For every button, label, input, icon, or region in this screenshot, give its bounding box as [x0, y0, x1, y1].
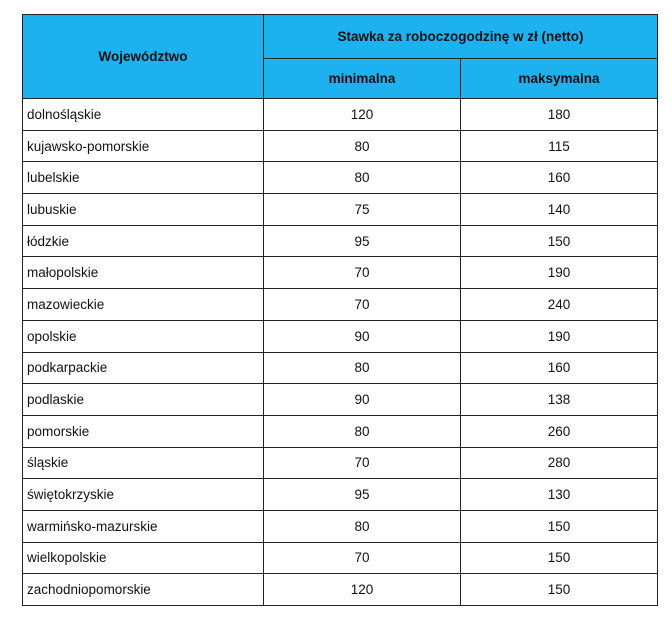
table-row	[23, 289, 658, 321]
cell-region: śląskie	[23, 447, 264, 479]
header-max: maksymalna	[461, 59, 658, 99]
cell-max: 150	[461, 574, 658, 606]
cell-region: pomorskie	[23, 415, 264, 447]
cell-min: 70	[264, 542, 461, 574]
cell-min: 90	[264, 320, 461, 352]
cell-region: opolskie	[23, 320, 264, 352]
table-row	[23, 194, 658, 226]
cell-min: 80	[264, 130, 461, 162]
cell-min: 80	[264, 352, 461, 384]
cell-max: 150	[461, 225, 658, 257]
table-row	[23, 415, 658, 447]
cell-min: 70	[264, 447, 461, 479]
cell-max: 260	[461, 415, 658, 447]
cell-region: łódzkie	[23, 225, 264, 257]
cell-max: 160	[461, 352, 658, 384]
cell-region: warmińsko-mazurskie	[23, 510, 264, 542]
cell-min: 90	[264, 384, 461, 416]
table-row	[23, 479, 658, 511]
cell-min: 95	[264, 479, 461, 511]
table-row	[23, 162, 658, 194]
cell-max: 140	[461, 194, 658, 226]
table-row	[23, 225, 658, 257]
table-row	[23, 447, 658, 479]
cell-region: świętokrzyskie	[23, 479, 264, 511]
table-row	[23, 542, 658, 574]
cell-max: 280	[461, 447, 658, 479]
cell-max: 150	[461, 542, 658, 574]
cell-region: podlaskie	[23, 384, 264, 416]
cell-region: wielkopolskie	[23, 542, 264, 574]
cell-min: 70	[264, 257, 461, 289]
header-region: Województwo	[23, 15, 264, 99]
cell-max: 180	[461, 99, 658, 131]
cell-max: 240	[461, 289, 658, 321]
cell-region: zachodniopomorskie	[23, 574, 264, 606]
cell-region: lubuskie	[23, 194, 264, 226]
header-min: minimalna	[264, 59, 461, 99]
cell-region: małopolskie	[23, 257, 264, 289]
cell-region: kujawsko-pomorskie	[23, 130, 264, 162]
cell-min: 120	[264, 574, 461, 606]
cell-region: mazowieckie	[23, 289, 264, 321]
cell-max: 190	[461, 257, 658, 289]
cell-min: 80	[264, 162, 461, 194]
table-row	[23, 352, 658, 384]
cell-max: 138	[461, 384, 658, 416]
cell-region: lubelskie	[23, 162, 264, 194]
cell-region: dolnośląskie	[23, 99, 264, 131]
table-row	[23, 320, 658, 352]
cell-max: 115	[461, 130, 658, 162]
cell-min: 80	[264, 510, 461, 542]
table-row	[23, 574, 658, 606]
cell-max: 160	[461, 162, 658, 194]
cell-max: 190	[461, 320, 658, 352]
table-header	[23, 15, 658, 99]
cell-max: 150	[461, 510, 658, 542]
table-row	[23, 384, 658, 416]
header-row-top	[23, 15, 658, 59]
table-body	[23, 99, 658, 606]
cell-min: 75	[264, 194, 461, 226]
header-rate-group: Stawka za roboczogodzinę w zł (netto)	[264, 15, 658, 59]
cell-min: 95	[264, 225, 461, 257]
table-row	[23, 130, 658, 162]
cell-max: 130	[461, 479, 658, 511]
cell-region: podkarpackie	[23, 352, 264, 384]
cell-min: 120	[264, 99, 461, 131]
rates-table	[22, 14, 658, 606]
table-row	[23, 510, 658, 542]
cell-min: 70	[264, 289, 461, 321]
table-row	[23, 99, 658, 131]
table-row	[23, 257, 658, 289]
cell-min: 80	[264, 415, 461, 447]
